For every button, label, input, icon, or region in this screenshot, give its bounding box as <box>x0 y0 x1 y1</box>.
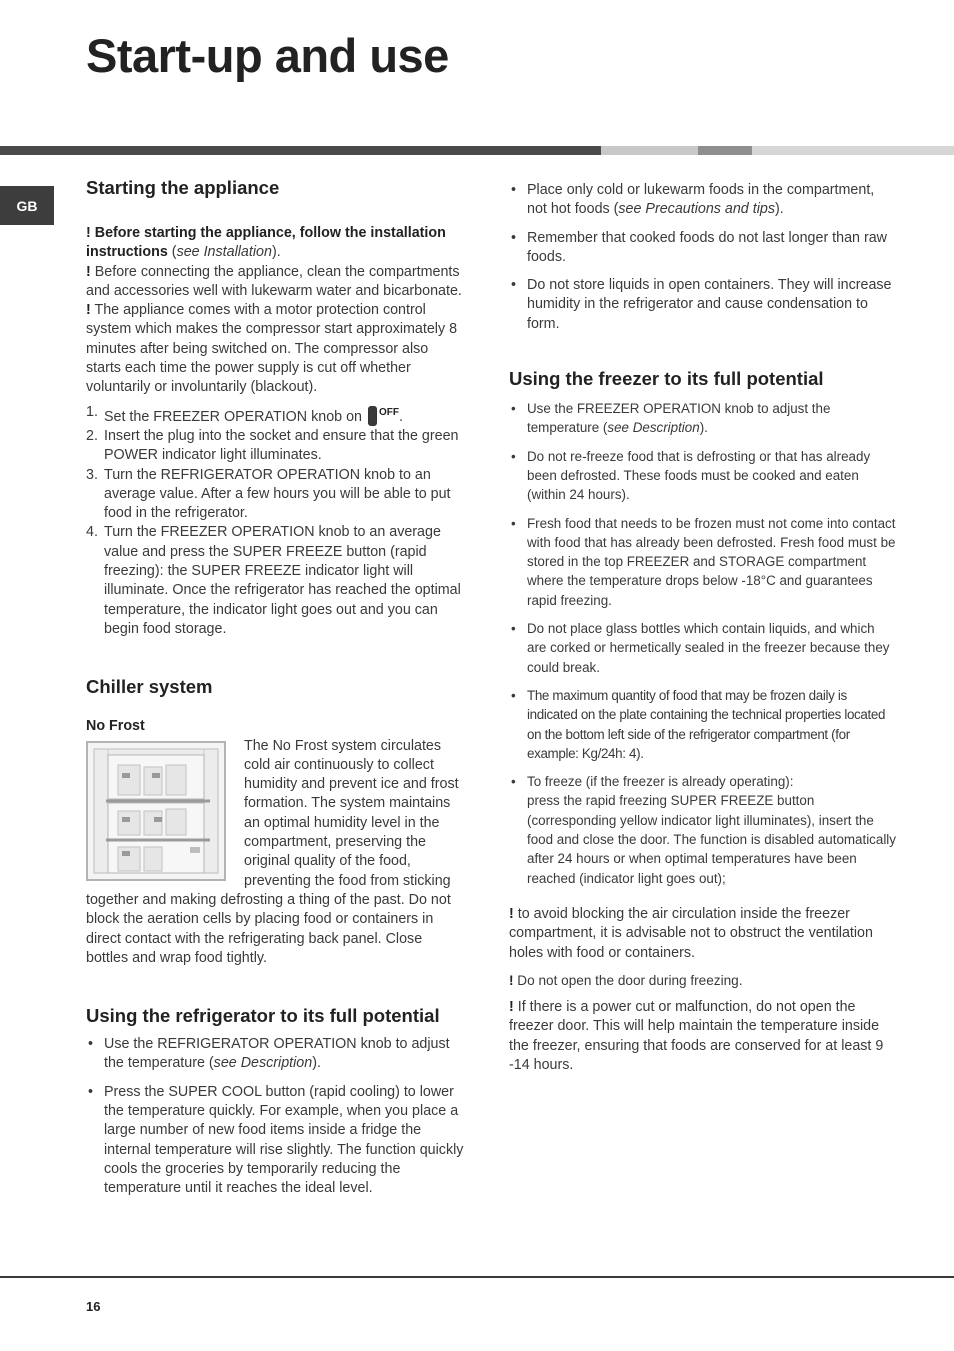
list-item: 2. Insert the plug into the socket and ensure that the green POWER indicator light illuminates. <box>86 427 459 464</box>
list-item: • Remember that cooked foods do not last longer than raw foods. <box>509 229 897 268</box>
list-item: 1. Set the FREEZER OPERATION knob on $^{OFF}$. <box>86 403 403 425</box>
exclamation-icon: ! <box>86 302 91 319</box>
exclamation-icon: ! <box>86 263 91 280</box>
freezer-warning-door: ! Do not open the door during freezing. <box>509 972 743 988</box>
startup-steps <box>86 403 464 640</box>
list-item: • Use the FREEZER OPERATION knob to adjust the temperature (see Description). <box>509 399 897 438</box>
freezer-tips <box>509 399 897 888</box>
refrigerator-tips <box>86 1035 464 1198</box>
section-heading-freezer: Using the freezer to its full potential <box>509 368 824 390</box>
list-item: 4. Turn the FREEZER OPERATION knob to an average value and press the SUPER FREEZE button (rapid freezing): the SUPER FREEZE indicator light will illuminate. Once the refrigerator has reached the optimal temperature, the indicator light goes out and you can begin food storage. <box>86 524 461 637</box>
page-number: 16 <box>86 1299 101 1314</box>
section-heading-refrigerator: Using the refrigerator to its full potential <box>86 1005 440 1027</box>
header-bar-light <box>601 146 698 155</box>
list-item: • Do not re-freeze food that is defrosting or that has already been defrosted. These foods must be cooked and eaten (within 24 hours). <box>509 447 897 505</box>
left-column <box>86 178 464 1207</box>
list-item: • Use the REFRIGERATOR OPERATION knob to adjust the temperature (see Description). <box>86 1035 464 1074</box>
exclamation-icon: ! <box>509 972 514 988</box>
header-bar-mid <box>698 146 752 155</box>
warning-motor: ! The appliance comes with a motor protection control system which makes the compressor start approximately 8 minutes after being switched on. The compressor also starts each time the power supply is cut off whether voluntarily or involuntarily (blackout). <box>86 302 458 396</box>
warning-install: ! Before starting the appliance, follow the installation instructions (see Installation). <box>86 225 446 261</box>
freezer-warning-ventilation: ! to avoid blocking the air circulation inside the freezer compartment, it is advisable not to obstruct the ventilation holes with food or containers. <box>509 905 873 961</box>
warning-clean: ! Before connecting the appliance, clean the compartments and accessories well with lukewarm water and bicarbonate. <box>86 263 462 299</box>
exclamation-icon: ! <box>86 225 91 241</box>
header-bar-pale <box>752 146 954 155</box>
section-heading-chiller: Chiller system <box>86 676 213 698</box>
right-column <box>509 181 897 1075</box>
knob-off-icon <box>368 406 377 426</box>
list-item: • Do not store liquids in open containers. They will increase humidity in the refrigerator and cause condensation to form. <box>509 276 897 334</box>
section-heading-starting: Starting the appliance <box>86 177 280 198</box>
header-bar-dark <box>0 146 601 155</box>
freezer-illustration <box>86 741 226 881</box>
list-item: • To freeze (if the freezer is already operating): press the rapid freezing SUPER FREEZE button (corresponding yellow indicator light illuminates), insert the food and close the door. The function is disabled automatically after 24 hours or when optimal temperatures have been reached (indicator light goes out); <box>509 772 897 888</box>
freezer-warning-power-cut: ! If there is a power cut or malfunction, do not open the freezer door. This will help maintain the temperature inside the freezer, ensuring that foods are conserved for at least 9 -14 hours. <box>509 999 884 1073</box>
list-item: • Place only cold or lukewarm foods in the compartment, not hot foods (see Precautions and tips). <box>509 181 897 220</box>
list-item: • Press the SUPER COOL button (rapid cooling) to lower the temperature quickly. For example, when you place a large number of new food items inside a fridge the internal temperature will rise slightly. The function quickly cools the groceries by temporarily reducing the temperature until it reaches the ideal level. <box>86 1083 464 1199</box>
no-frost-block <box>86 737 464 969</box>
no-frost-text: The No Frost system circulates cold air continuously to collect humidity and prevent ice and frost formation. The system maintains an optimal humidity level in the compartment, preserving the original quality of the food, preventing the food from sticking together and making defrosting a thing of the past. Do not block the aeration cells by placing food or containers in direct contact with the refrigerating back panel. Close bottles and wrap food tightly. <box>86 737 459 966</box>
exclamation-icon: ! <box>509 905 514 922</box>
refrigerator-tips-continued <box>509 181 897 334</box>
language-tab: GB <box>0 186 54 225</box>
page-title: Start-up and use <box>86 29 449 82</box>
footer-rule <box>0 1276 954 1278</box>
list-item: • Do not place glass bottles which contain liquids, and which are corked or hermetically sealed in the freezer because they could break. <box>509 619 897 677</box>
freezer-drawers-image <box>88 743 224 879</box>
list-item: • The maximum quantity of food that may be frozen daily is indicated on the plate containing the technical properties located on the bottom left side of the refrigerator compartment (for example: Kg/24h: 4). <box>509 686 897 763</box>
exclamation-icon: ! <box>509 999 514 1016</box>
subheading-no-frost: No Frost <box>86 718 145 735</box>
list-item: • Fresh food that needs to be frozen must not come into contact with food that has already been defrosted. Fresh food must be stored in the top FREEZER and STORAGE compartment where the temperature drops below -18°C and guarantees rapid freezing. <box>509 514 897 610</box>
list-item: 3. Turn the REFRIGERATOR OPERATION knob to an average value. After a few hours you will be able to put food in the refrigerator. <box>86 466 451 522</box>
